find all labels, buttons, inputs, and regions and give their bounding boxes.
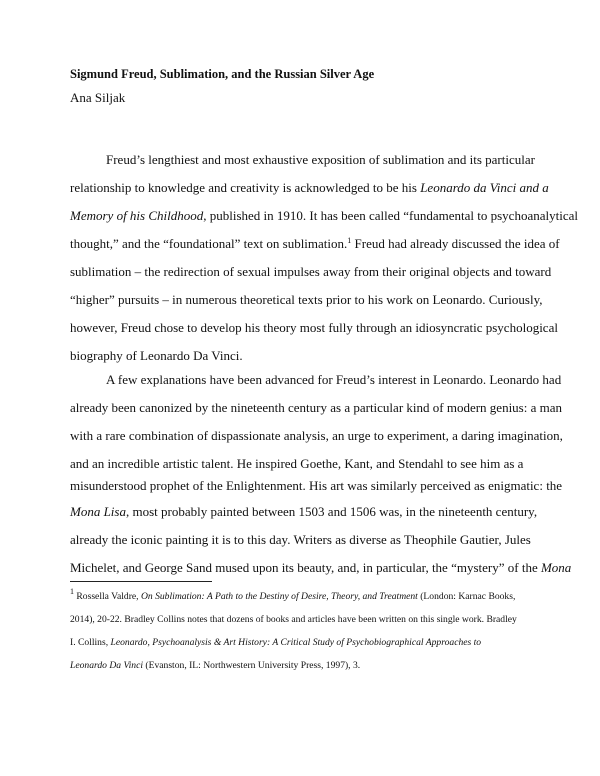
body-line: already been canonized by the nineteenth century as a particular kind of modern genius: a man <box>70 400 563 415</box>
footnote-line: Leonardo Da Vinci (Evanston, IL: Northwestern University Press, 1997), 3. <box>70 660 361 671</box>
body-line: A few explanations have been advanced for Freud’s interest in Leonardo. Leonardo had <box>106 372 562 387</box>
body-line: Freud’s lengthiest and most exhaustive exposition of sublimation and its particular <box>106 152 535 167</box>
painting-title: Mona <box>540 560 572 575</box>
author-name: Ana Siljak <box>70 90 126 105</box>
body-line: biography of Leonardo Da Vinci. <box>70 348 243 363</box>
footnote-separator <box>70 581 212 582</box>
footnote-line: $^1$ Rossella Valdre, On Sublimation: A Path to the Destiny of Desire, Theory, and Treatment (London: Karnac Books, <box>70 587 516 602</box>
painting-title: Mona Lisa <box>70 504 126 519</box>
body-line: and an incredible artistic talent. He inspired Goethe, Kant, and Stendahl to see him as a <box>70 456 524 471</box>
footnote-line: 2014), 20-22. Bradley Collins notes that dozens of books and articles have been written on this single work. Bradley <box>70 614 517 625</box>
body-line: already the iconic painting it is to this day. Writers as diverse as Theophile Gautier, Jules <box>70 532 531 547</box>
body-line: with a rare combination of dispassionate analysis, an urge to experiment, a daring imagination, <box>70 428 563 443</box>
body-line: Mona Lisa, most probably painted between 1503 and 1506 was, in the nineteenth century, <box>70 504 538 519</box>
body-line: Memory of his Childhood, published in 1910. It has been called “fundamental to psychoanalytical <box>70 208 578 223</box>
body-line: “higher” pursuits – in numerous theoretical texts prior to his work on Leonardo. Curiously, <box>70 292 543 307</box>
footnote-mark: 1 <box>70 587 74 596</box>
body-line: thought,” and the “foundational” text on sublimation.$^1$ Freud had already discussed the idea of <box>70 236 560 251</box>
footnote-line: I. Collins, Leonardo, Psychoanalysis & Art History: A Critical Study of Psychobiographical Approaches to <box>70 637 482 648</box>
paper-title: Sigmund Freud, Sublimation, and the Russian Silver Age <box>70 67 375 81</box>
body-line: sublimation – the redirection of sexual impulses away from their original objects and toward <box>70 264 552 279</box>
body-line: Michelet, and George Sand mused upon its beauty, and, in particular, the “mystery” of the Mona <box>70 560 572 575</box>
book-title: Leonardo da Vinci and a <box>420 180 549 195</box>
body-line: however, Freud chose to develop his theory most fully through an idiosyncratic psychological <box>70 320 558 335</box>
body-line: misunderstood prophet of the Enlightenment. His art was similarly perceived as enigmatic: the <box>70 478 563 493</box>
book-title: Memory of his Childhood <box>70 208 204 223</box>
footnote-ref: 1 <box>347 236 352 245</box>
body-line: relationship to knowledge and creativity is acknowledged to be his Leonardo da Vinci and a <box>70 180 549 195</box>
